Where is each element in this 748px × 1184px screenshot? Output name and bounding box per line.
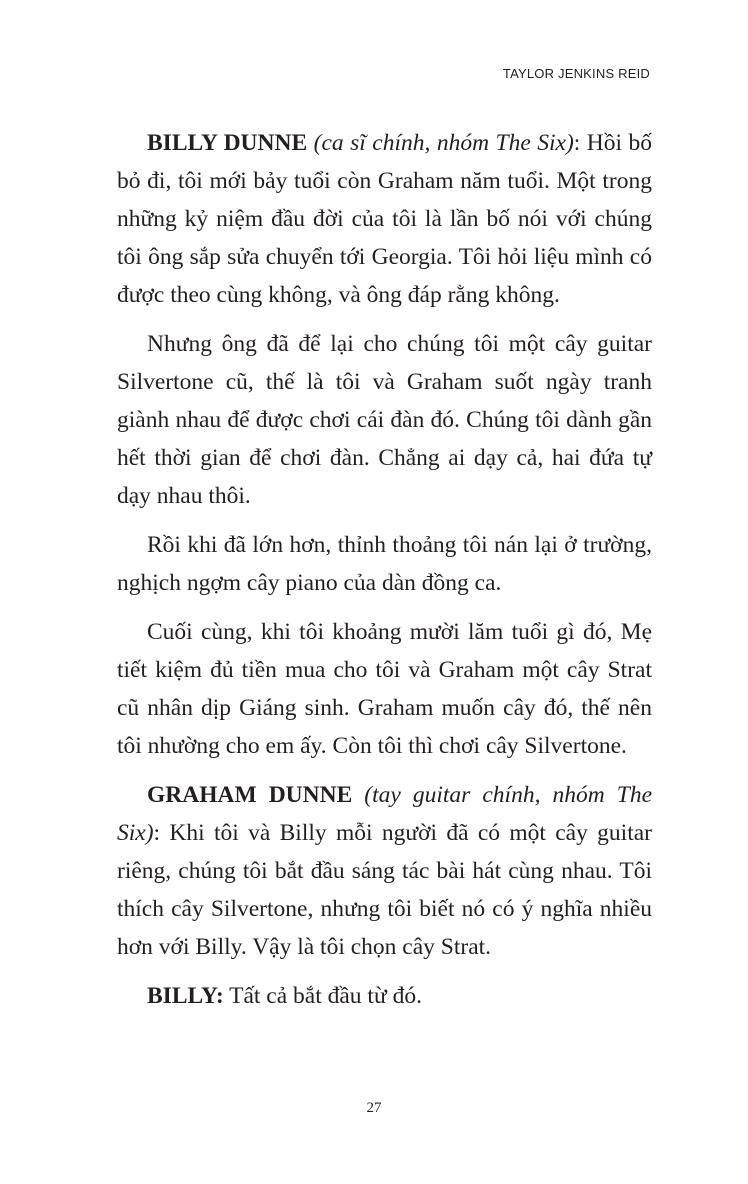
paragraph: [117, 124, 652, 314]
running-header-author: TAYLOR JENKINS REID: [502, 66, 650, 81]
paragraph: [117, 977, 652, 1015]
speaker-role: (ca sĩ chính, nhóm The Six): [313, 130, 574, 156]
paragraph-text: Tất cả bắt đầu từ đó.: [223, 983, 422, 1009]
speaker-name: BILLY:: [147, 983, 224, 1009]
speaker-role: (tay guitar chính, nhóm The Six): [117, 782, 652, 846]
paragraph-text: : Hồi bố bỏ đi, tôi mới bảy tuổi còn Graham năm tuổi. Một trong những kỷ niệm đầu đời của tôi là lần bố nói với chúng tôi ông sắp sửa chuyển tới Georgia. Tôi hỏi liệu mình có được theo cùng không, và ông đáp rằng không.: [117, 130, 653, 308]
page-body: [117, 124, 652, 1026]
paragraph: [117, 526, 652, 602]
paragraph-text: Nhưng ông đã để lại cho chúng tôi một cây guitar Silvertone cũ, thế là tôi và Graham suốt ngày tranh giành nhau để được chơi cái đàn đó. Chúng tôi dành gần hết thời gian để chơi đàn. Chẳng ai dạy cả, hai đứa tự dạy nhau thôi.: [117, 331, 652, 509]
speaker-name: GRAHAM DUNNE: [147, 782, 353, 808]
paragraph-text: : Khi tôi và Billy mỗi người đã có một cây guitar riêng, chúng tôi bắt đầu sáng tác bài hát cùng nhau. Tôi thích cây Silvertone, nhưng tôi biết nó có ý nghĩa nhiều hơn với Billy. Vậy là tôi chọn cây Strat.: [117, 820, 652, 960]
speaker-name: BILLY DUNNE: [147, 130, 308, 156]
paragraph: [117, 613, 652, 765]
paragraph-text: Cuối cùng, khi tôi khoảng mười lăm tuổi gì đó, Mẹ tiết kiệm đủ tiền mua cho tôi và Graham một cây Strat cũ nhân dịp Giáng sinh. Graham muốn cây đó, thế nên tôi nhường cho em ấy. Còn tôi thì chơi cây Silvertone.: [117, 619, 652, 759]
paragraph: [117, 776, 652, 966]
paragraph-text: Rồi khi đã lớn hơn, thỉnh thoảng tôi nán lại ở trường, nghịch ngợm cây piano của dàn đồng ca.: [117, 532, 652, 596]
page-number: 27: [366, 1100, 382, 1116]
paragraph: [117, 325, 652, 515]
